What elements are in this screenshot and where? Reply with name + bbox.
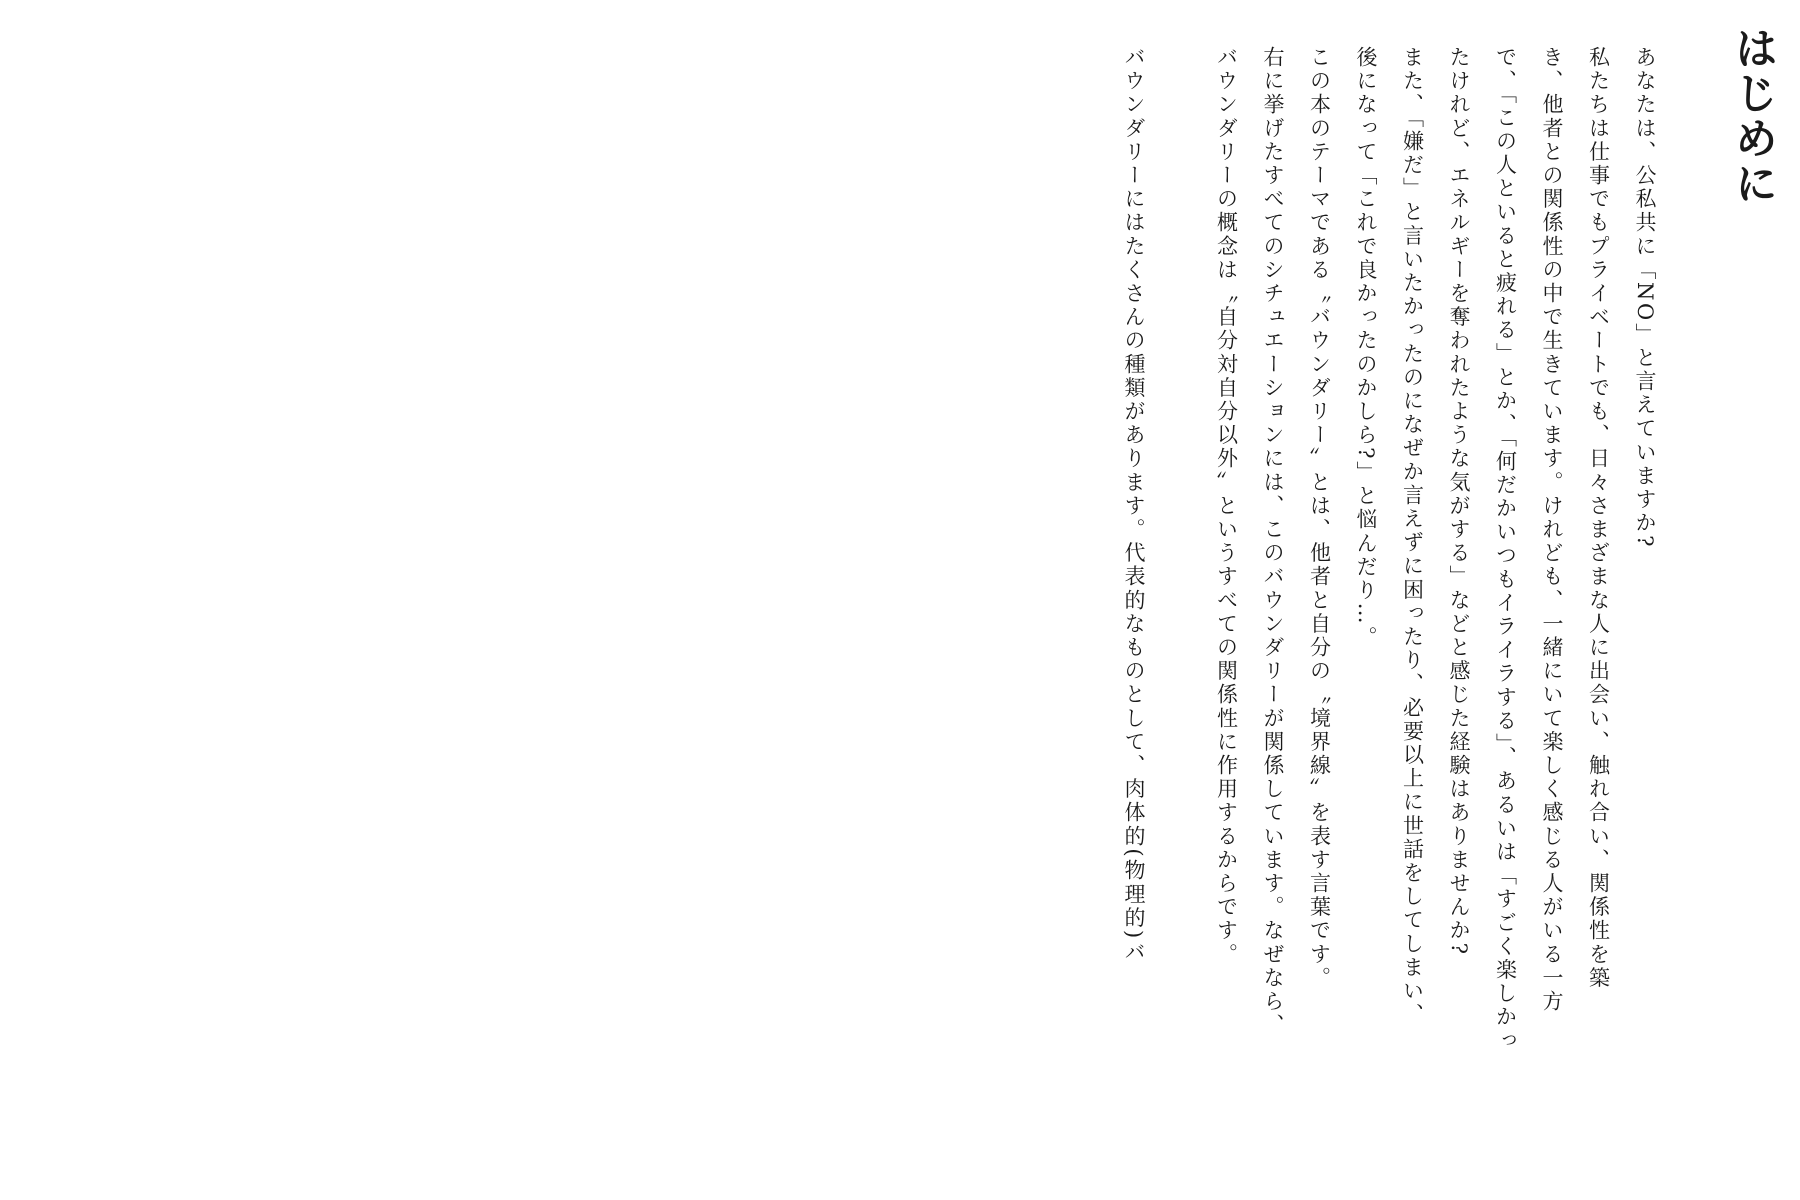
right-page-body xyxy=(1111,46,1669,1126)
text-line: あなたは、公私共に「NO」と言えていますか? xyxy=(1633,46,1657,550)
text-line: き、他者との関係性の中で生きています。けれども、一緒にいて楽しく感じる人がいる一方 xyxy=(1540,46,1564,1014)
text-line: 右に挙げたすべてのシチュエーションには、このバウンダリーが関係しています。なぜなら、 xyxy=(1261,46,1285,1038)
page-title: はじめに xyxy=(1728,26,1778,206)
text-line: 私たちは仕事でもプライベートでも、日々さまざまな人に出会い、触れ合い、関係性を築 xyxy=(1586,46,1611,990)
text-line: バウンダリーにはたくさんの種類があります。代表的なものとして、肉体的(物理的)バ xyxy=(1122,46,1146,965)
text-line: で、「この人といると疲れる」とか、「何だかいつもイライラする」、あるいは「すごく楽しかっ xyxy=(1493,46,1518,1053)
text-line: たけれど、エネルギーを奪われたような気がする」などと感じた経験はありませんか? xyxy=(1447,46,1471,957)
text-line: また、「嫌だ」と言いたかったのになぜか言えずに困ったり、必要以上に世話をしてしまい、 xyxy=(1400,46,1425,1027)
text-line: バウンダリーの概念は〝自分対自分以外〟というすべての関係性に作用するからです。 xyxy=(1214,46,1239,967)
paragraph-gap xyxy=(1157,46,1203,1126)
right-page xyxy=(900,0,1800,1200)
text-line: 後になって「これで良かったのかしら?」と悩んだり…。 xyxy=(1354,46,1378,650)
text-line: この本のテーマである〝バウンダリー〟とは、他者と自分の〝境界線〟を表す言葉です。 xyxy=(1307,46,1332,990)
